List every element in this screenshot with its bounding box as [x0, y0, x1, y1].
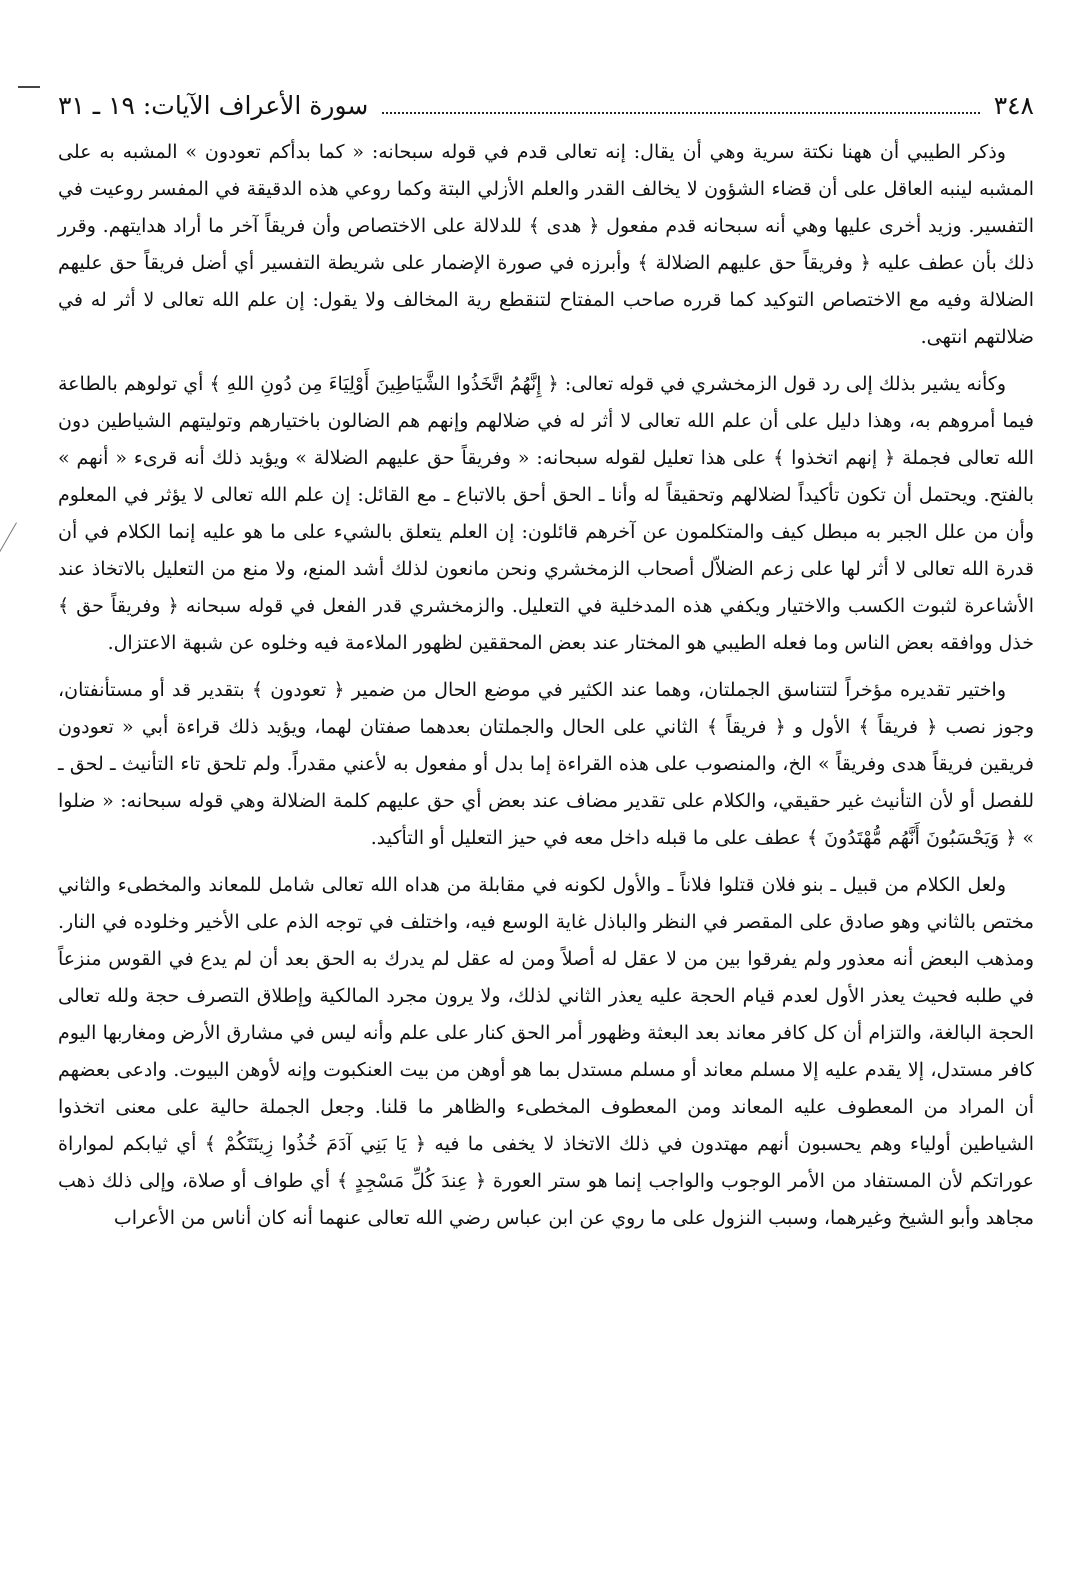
page-number: ٣٤٨	[993, 91, 1034, 120]
paragraph-2: وكأنه يشير بذلك إلى رد قول الزمخشري في قوله تعالى: ﴿ إِنَّهُمُ اتَّخَذُوا الشَّيَاطِينَ أَوْلِيَاءَ مِن دُونِ اللهِ ﴾ أي تولوهم بالطاعة فيما أمروهم به، وهذا دليل على أن علم الله تعالى لا أثر له في ضلالهم وإنهم هم الضالون باختيارهم وتوليتهم الشياطين دون الله تعالى فجملة ﴿ إنهم اتخذوا ﴾ على هذا تعليل لقوله سبحانه: « وفريقاً حق عليهم الضلالة » ويؤيد ذلك أنه قرىء « أنهم » بالفتح. ويحتمل أن تكون تأكيداً لضلالهم وتحقيقاً له وأنا ـ الحق أحق بالاتباع ـ مع القائل: إن علم الله تعالى لا يؤثر في المعلوم وأن من علل الجبر به مبطل كيف والمتكلمون عن آخرهم قائلون: إن العلم يتعلق بالشيء على ما هو عليه إنما الكلام في أن قدرة الله تعالى لا أثر لها على زعم الضلاّل أصحاب الزمخشري ونحن مانعون لذلك أشد المنع، ولا منع من التعليل بالاتخاذ عند الأشاعرة لثبوت الكسب والاختيار ويكفي هذه المدخلية في التعليل. والزمخشري قدر الفعل في قوله سبحانه ﴿ وفريقاً حق ﴾ خذل ووافقه بعض الناس وما فعله الطيبي هو المختار عند بعض المحققين لظهور الملاءمة فيه وخلوه عن شبهة الاعتزال.	[58, 373, 1034, 654]
page-corner-mark	[18, 86, 40, 88]
header-dot-leader	[382, 111, 979, 114]
paragraph-3: واختير تقديره مؤخراً لتتناسق الجملتان، وهما عند الكثير في موضع الحال من ضمير ﴿ تعودون ﴾ بتقدير قد أو مستأنفتان، وجوز نصب ﴿ فريقاً ﴾ الأول و ﴿ فريقاً ﴾ الثاني على الحال والجملتان بعدهما صفتان لهما، ويؤيد ذلك قراءة أبي « تعودون فريقين فريقاً هدى وفريقاً » الخ، والمنصوب على هذه القراءة إما بدل أو مفعول به لأعني مقدراً. ولم تلحق تاء التأنيث ـ لحق ـ للفصل أو لأن التأنيث غير حقيقي، والكلام على تقدير مضاف عند بعض أي حق عليهم كلمة الضلالة وهي قوله سبحانه: « ضلوا » ﴿ وَيَحْسَبُونَ أَنَّهُم مُّهْتَدُونَ ﴾ عطف على ما قبله داخل معه في حيز التعليل أو التأكيد.	[58, 679, 1034, 849]
book-page	[58, 88, 1034, 1247]
paragraph-4: ولعل الكلام من قبيل ـ بنو فلان قتلوا فلاناً ـ والأول لكونه في مقابلة من هداه الله تعالى شامل للمعاند والمخطىء والثاني مختص بالثاني وهو صادق على المقصر في النظر والباذل غاية الوسع فيه، واختلف في توجه الذم على الأخير وخلوده في النار. ومذهب البعض أنه معذور ولم يفرقوا بين من لا عقل له أصلاً ومن له عقل لم يدرك به الحق بعد أن لم يدع في القوس منزعاً في طلبه فحيث يعذر الأول لعدم قيام الحجة عليه يعذر الثاني لذلك، ولا يرون مجرد المالكية وإطلاق التصرف حجة ولله تعالى الحجة البالغة، والتزام أن كل كافر معاند بعد البعثة وظهور أمر الحق كنار على علم وأنه ليس في مشارق الأرض ومغاربها اليوم كافر مستدل، إلا يقدم عليه إلا مسلم معاند أو مسلم مستدل بما هو أوهن من بيت العنكبوت وإنه لأوهن البيوت. وادعى بعضهم أن المراد من المعطوف عليه المعاند ومن المعطوف المخطىء والظاهر ما قلنا. وجعل الجملة حالية على معنى اتخذوا الشياطين أولياء وهم يحسبون أنهم مهتدون في ذلك الاتخاذ لا يخفى ما فيه ﴿ يَا بَنِي آدَمَ خُذُوا زِينَتَكُمْ ﴾ أي ثيابكم لمواراة عوراتكم لأن المستفاد من الأمر الوجوب والواجب إنما هو ستر العورة ﴿ عِندَ كُلِّ مَسْجِدٍ ﴾ أي طواف أو صلاة، وإلى ذلك ذهب مجاهد وأبو الشيخ وغيرهما، وسبب النزول على ما روي عن ابن عباس رضي الله تعالى عنهما أنه كان أناس من الأعراب	[58, 874, 1034, 1229]
page-header	[58, 88, 1034, 124]
margin-mark	[0, 522, 17, 557]
paragraph-1: وذكر الطيبي أن ههنا نكتة سرية وهي أن يقال: إنه تعالى قدم في قوله سبحانه: « كما بدأكم تعودون » المشبه به على المشبه لينبه العاقل على أن قضاء الشؤون لا يخالف القدر والعلم الأزلي البتة وكما روعي هذه الدقيقة في المفسر روعيت في التفسير. وزيد أخرى عليها وهي أنه سبحانه قدم مفعول ﴿ هدى ﴾ للدلالة على الاختصاص وأن فريقاً آخر ما أراد هدايتهم. وقرر ذلك بأن عطف عليه ﴿ وفريقاً حق عليهم الضلالة ﴾ وأبرزه في صورة الإضمار على شريطة التفسير أي أضل فريقاً حق عليهم الضلالة وفيه مع الاختصاص التوكيد كما قرره صاحب المفتاح لتنقطع رية المخالف ولا يقول: إن علم الله تعالى لا أثر له في ضلالتهم انتهى.	[58, 141, 1034, 348]
running-title: سورة الأعراف الآيات: ١٩ ـ ٣١	[58, 91, 369, 120]
